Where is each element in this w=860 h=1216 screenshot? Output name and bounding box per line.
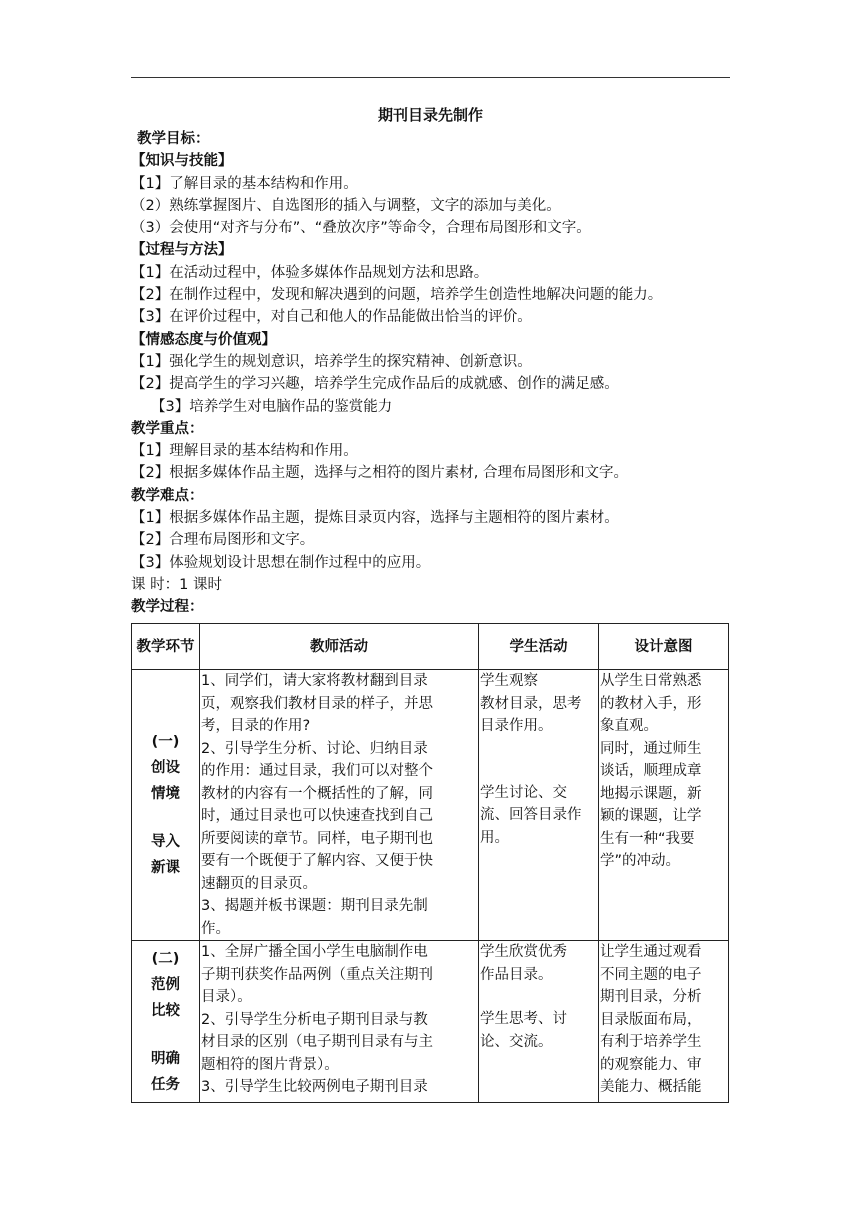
cell-text-line: 速翻页的目录页。 (201, 875, 317, 892)
cell-text-line: 从学生日常熟悉 (600, 673, 702, 689)
text-line: 【3】体验规划设计思想在制作过程中的应用。 (131, 554, 431, 571)
cell-text-line: 让学生通过观看 (600, 944, 702, 960)
text-line: 【1】在活动过程中，体验多媒体作品规划方法和思路。 (131, 264, 489, 281)
student-activity-cell (479, 941, 599, 1103)
cell-text-line (133, 807, 198, 829)
document-title: 期刊目录先制作 (377, 106, 483, 124)
cell-text-line: 创设 (151, 760, 180, 776)
cell-text-line: 子期刊获奖作品两例（重点关注期刊 (201, 966, 433, 983)
header-stage: 教学环节 (132, 624, 200, 670)
teacher-activity-cell (200, 941, 479, 1103)
cell-text-line: 教材的内容有一个概括性的了解，同 (201, 785, 433, 802)
section-heading: 教学过程： (131, 599, 204, 616)
teaching-process-table (131, 623, 729, 1103)
text-line: 【1】了解目录的基本结构和作用。 (131, 175, 358, 192)
cell-text-line (480, 986, 597, 1008)
cell-text-line: 学生讨论、交 (480, 784, 567, 801)
cell-text-line: 目录版面布局， (600, 1011, 702, 1028)
text-line: （2）熟练掌握图片、自选图形的插入与调整，文字的添加与美化。 (131, 197, 561, 214)
cell-text-line: 的观察能力、审 (600, 1056, 702, 1073)
cell-text-line: 新课 (151, 860, 180, 876)
cell-text-line: 地揭示课题，新 (600, 785, 702, 802)
stage-cell (132, 670, 200, 941)
text-line: 【2】提高学生的学习兴趣，培养学生完成作品后的成就感、创作的满足感。 (131, 376, 619, 393)
cell-text-line: 导入 (151, 834, 180, 850)
cell-text-line: 目录）。 (201, 989, 252, 1005)
cell-text-line: 范例 (151, 976, 180, 993)
text-line: （3）会使用“对齐与分布”、“叠放次序”等命令，合理布局图形和文字。 (131, 220, 591, 237)
text-line: 【3】在评价过程中，对自己和他人的作品能做出恰当的评价。 (131, 309, 532, 326)
cell-text-line: (二) (151, 950, 180, 967)
cell-text-line: 象直观。 (600, 718, 658, 734)
cell-text-line: 页，观察我们教材目录的样子，并思 (201, 695, 433, 712)
section-heading: 教学重点： (131, 420, 204, 437)
cell-text-line: 任务 (151, 1076, 180, 1093)
cell-text-line: 不同主题的电子 (600, 966, 702, 983)
text-line: 【2】根据多媒体作品主题，选择与之相符的图片素材, 合理布局图形和文字。 (131, 465, 628, 482)
table-row (132, 670, 729, 941)
cell-text-line: 学生观察 (480, 673, 538, 689)
cell-text-line: 美能力、概括能 (600, 1079, 702, 1095)
table-row (132, 941, 729, 1103)
cell-text-line: 所要阅读的章节。同样，电子期刊也 (201, 830, 433, 847)
text-line: 课 时：1 课时 (131, 576, 222, 593)
lesson-objectives-text (131, 128, 751, 619)
cell-text-line (133, 1024, 198, 1046)
cell-text-line: 期刊目录，分析 (600, 989, 702, 1005)
cell-text-line: 比较 (151, 1002, 180, 1019)
cell-text-line: 2、引导学生分析、讨论、归纳目录 (201, 740, 428, 757)
text-line: 【3】培养学生对电脑作品的鉴赏能力 (151, 398, 393, 415)
design-intent-cell (599, 670, 729, 941)
table-header-row (132, 624, 729, 670)
student-activity-cell (479, 670, 599, 941)
section-heading: 【知识与技能】 (131, 153, 233, 170)
teacher-activity-cell (200, 670, 479, 941)
cell-text-line: 情境 (151, 786, 180, 802)
cell-text-line: 颖的课题，让学 (600, 808, 702, 824)
cell-text-line: 3、引导学生比较两例电子期刊目录 (201, 1079, 428, 1095)
cell-text-line: (一) (151, 734, 180, 750)
cell-text-line: 的教材入手，形 (600, 695, 702, 712)
design-intent-cell (599, 941, 729, 1103)
text-line: 【2】在制作过程中，发现和解决遇到的问题，培养学生创造性地解决问题的能力。 (131, 287, 663, 304)
cell-text-line: 的作用：通过目录，我们可以对整个 (201, 763, 433, 779)
cell-text-line: 学生思考、讨 (480, 1011, 567, 1027)
stage-cell (132, 941, 200, 1103)
text-line: 【1】根据多媒体作品主题，提炼目录页内容，选择与主题相符的图片素材。 (131, 510, 619, 527)
cell-text-line: 有利于培养学生 (600, 1034, 702, 1050)
cell-text-line (480, 760, 597, 782)
section-heading: 教学难点： (131, 487, 204, 504)
cell-text-line: 论、交流。 (480, 1033, 553, 1050)
header-teacher: 教师活动 (200, 624, 479, 670)
cell-text-line: 用。 (480, 829, 509, 846)
cell-text-line: 作。 (201, 920, 230, 937)
cell-text-line: 明确 (151, 1050, 180, 1067)
cell-text-line: 同时，通过师生 (600, 740, 702, 757)
header-rule (131, 77, 730, 78)
text-line: 【1】强化学生的规划意识，培养学生的探究精神、创新意识。 (131, 353, 532, 370)
cell-text-line: 生有一种“我要 (600, 830, 695, 847)
text-line: 【2】合理布局图形和文字。 (131, 532, 315, 549)
cell-text-line: 1、全屏广播全国小学生电脑制作电 (201, 944, 428, 960)
header-intent: 设计意图 (599, 624, 729, 670)
cell-text-line: 目录作用。 (480, 718, 553, 734)
text-line: 【1】理解目录的基本结构和作用。 (131, 443, 358, 460)
header-student: 学生活动 (479, 624, 599, 670)
cell-text-line: 考，目录的作用? (201, 718, 311, 734)
cell-text-line: 题相符的图片背景）。 (201, 1056, 339, 1073)
cell-text-line: 流、回答目录作 (480, 807, 582, 823)
cell-text-line: 要有一个既便于了解内容、又便于快 (201, 853, 433, 869)
cell-text-line: 2、引导学生分析电子期刊目录与教 (201, 1011, 428, 1028)
cell-text-line: 学生欣赏优秀 (480, 944, 567, 960)
cell-text-line: 谈话，顺理成章 (600, 763, 702, 779)
cell-text-line: 1、同学们，请大家将教材翻到目录 (201, 673, 428, 689)
section-heading: 【情感态度与价值观】 (131, 331, 276, 348)
cell-text-line (480, 738, 597, 760)
cell-text-line: 3、揭题并板书课题：期刊目录先制 (201, 898, 428, 914)
cell-text-line: 作品目录。 (480, 966, 553, 983)
section-heading: 【过程与方法】 (131, 242, 233, 259)
cell-text-line: 材目录的区别（电子期刊目录有与主 (201, 1034, 433, 1050)
cell-text-line: 教材目录，思考 (480, 695, 582, 712)
cell-text-line: 学”的冲动。 (600, 853, 681, 869)
section-heading: 教学目标： (137, 131, 210, 147)
cell-text-line: 时，通过目录也可以快速查找到自己 (201, 808, 433, 824)
